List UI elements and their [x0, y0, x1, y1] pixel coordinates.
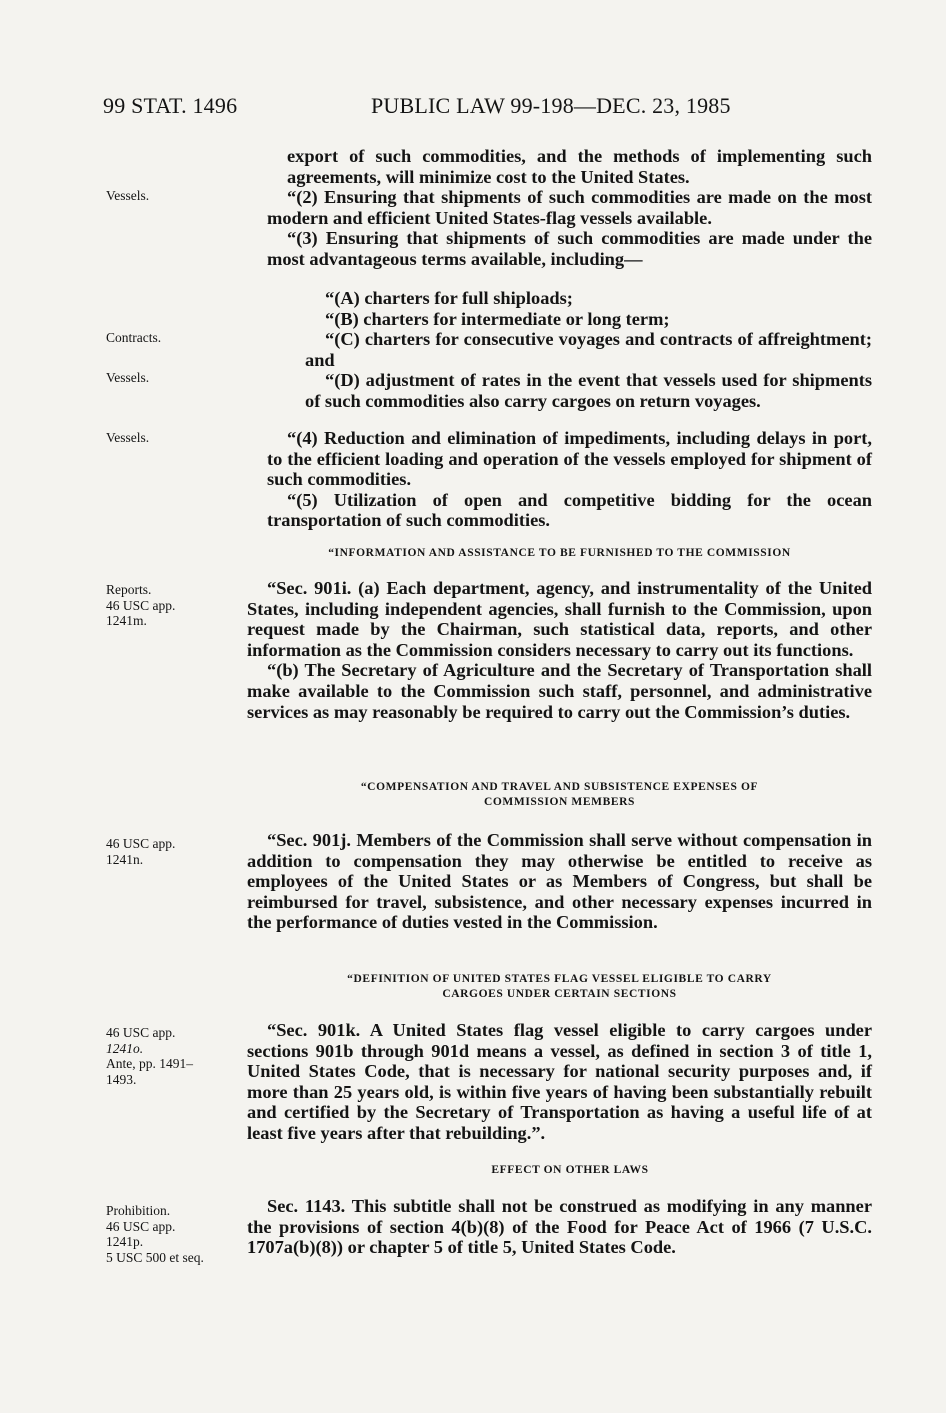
section-heading: “DEFINITION OF UNITED STATES FLAG VESSEL ELIGIBLE TO CARRY CARGOES UNDER CERTAIN SECTIONS	[347, 973, 772, 1000]
paragraph: “(B) charters for intermediate or long term;	[325, 308, 670, 329]
paragraph: “(4) Reduction and elimination of impediments, including delays in port, to the efficient loading and operation of the vessels employed for shipment of such commodities.	[267, 428, 872, 490]
paragraph: “(3) Ensuring that shipments of such commodities are made under the most advantageous terms available, including—	[267, 228, 872, 269]
margin-note-vessels: Vessels.	[106, 188, 150, 203]
page-law-title: PUBLIC LAW 99-198—DEC. 23, 1985	[371, 93, 731, 118]
margin-note-contracts: Contracts.	[106, 330, 162, 345]
body-block-subitems	[305, 288, 872, 412]
body-block-1143	[247, 1196, 872, 1258]
section-heading: “COMPENSATION AND TRAVEL AND SUBSISTENCE EXPENSES OF COMMISSION MEMBERS	[360, 781, 759, 808]
paragraph: export of such commodities, and the methods of implementing such agreements, will minimize cost to the United States.	[287, 146, 872, 187]
paragraph: “(5) Utilization of open and competitive bidding for the ocean transportation of such commodities.	[267, 489, 872, 531]
section-heading: EFFECT ON OTHER LAWS	[491, 1164, 649, 1176]
paragraph: “Sec. 901j. Members of the Commission shall serve without compensation in addition to compensation they may otherwise be entitled to receive as employees of the United States or as Members of Congress, but shall be reimbursed for travel, subsistence, and other necessary expenses incurred in the performance of duties vested in the Commission.	[247, 830, 872, 933]
body-block-1	[267, 146, 872, 270]
paragraph: Sec. 1143. This subtitle shall not be construed as modifying in any manner the provisions of section 4(b)(8) of the Food for Peace Act of 1966 (7 U.S.C. 1707a(b)(8)) or chapter 5 of title 5, United States Code.	[247, 1196, 872, 1258]
paragraph: “(C) charters for consecutive voyages and contracts of affreightment; and	[305, 329, 872, 370]
paragraph: “(2) Ensuring that shipments of such commodities are made on the most modern and efficient United States-flag vessels available.	[267, 187, 872, 228]
margin-note-vessels: Vessels.	[106, 430, 150, 445]
paragraph: “(D) adjustment of rates in the event that vessels used for shipments of such commodities also carry cargoes on return voyages.	[305, 370, 872, 411]
body-block-901j	[247, 830, 872, 933]
paragraph: “Sec. 901i. (a) Each department, agency, and instrumentality of the United States, including independent agencies, shall furnish to the Commission, upon request made by the Chairman, such statistical data, reports, and other information as the Commission considers necessary to carry out its functions.	[247, 578, 872, 660]
page-stat-number: 99 STAT. 1496	[103, 93, 238, 118]
margin-note-prohibition: Prohibition. 46 USC app. 1241p. 5 USC 500 et seq.	[106, 1203, 204, 1265]
paragraph: “Sec. 901k. A United States flag vessel eligible to carry cargoes under sections 901b through 901d means a vessel, as defined in section 3 of title 1, United States Code, that is necessary for national security purposes and, if more than 25 years old, is within five years of having been substantially rebuilt and certified by the Secretary of Transportation as having a useful life of at least five years after that rebuilding.”.	[247, 1020, 872, 1143]
body-block-901k	[247, 1020, 872, 1144]
margin-note-usc-1241o: 46 USC app. 1241o. Ante, pp. 1491– 1493.	[106, 1025, 193, 1087]
margin-note-reports: Reports. 46 USC app. 1241m.	[106, 582, 176, 628]
paragraph: “(A) charters for full shiploads;	[325, 288, 573, 308]
margin-note-vessels: Vessels.	[106, 370, 150, 385]
section-heading: “INFORMATION AND ASSISTANCE TO BE FURNISHED TO THE COMMISSION	[328, 547, 791, 559]
paragraph: “(b) The Secretary of Agriculture and the Secretary of Transportation shall make available to the Commission such staff, personnel, and administrative services as may reasonably be required to carry out the Commission’s duties.	[247, 660, 872, 722]
margin-note-usc-1241n: 46 USC app. 1241n.	[106, 836, 176, 867]
body-block-901i	[247, 578, 872, 722]
body-block-2	[267, 428, 872, 531]
